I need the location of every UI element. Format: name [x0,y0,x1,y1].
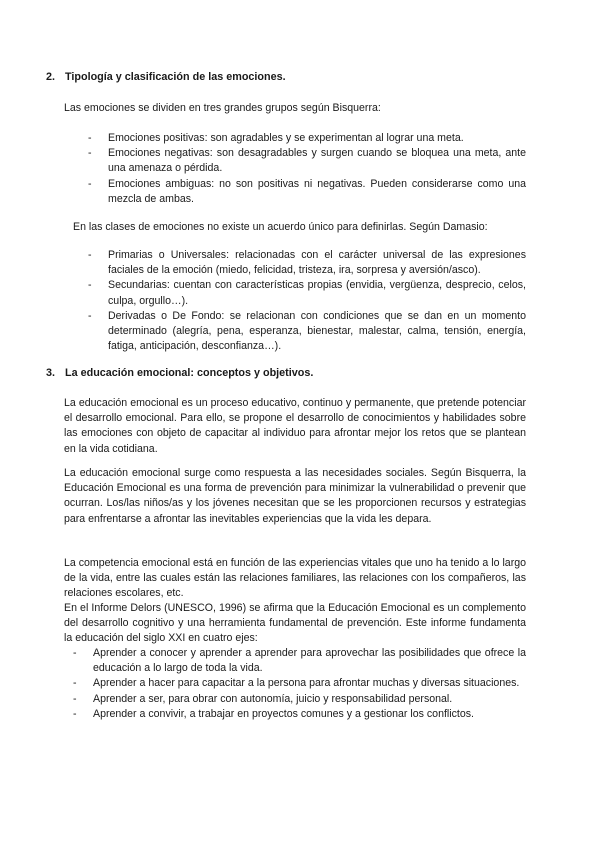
list-item-text: Secundarias: cuentan con características propias (envidia, vergüenza, desprecio, celos, culpa, orgullo…). [108,279,526,307]
list-item [88,177,526,207]
section-3-paragraph-4: En el Informe Delors (UNESCO, 1996) se afirma que la Educación Emocional es un complemento del desarrollo cognitivo y una herramienta fundamental de prevención. Este informe fundamenta la educación del siglo XXI en cuatro ejes: [64,602,526,645]
list-item-text: Derivadas o De Fondo: se relacionan con condiciones que se dan en un momento determinado (alegría, pena, esperanza, bienestar, malestar, calma, tensión, energía, fatiga, anticipación, desconfianza…). [108,309,526,353]
section-2-title: Tipología y clasificación de las emociones. [65,71,286,83]
list-item-text: Primarias o Universales: relacionadas con el carácter universal de las expresiones faciales de la emoción (miedo, felicidad, tristeza, ira, sorpresa y aversión/asco). [108,249,526,277]
list-item [88,146,526,176]
section-2-intro: Las emociones se dividen en tres grandes grupos según Bisquerra: [64,102,381,114]
bullet-dash: - [88,177,92,190]
section-3-paragraph-1: La educación emocional es un proceso educativo, continuo y permanente, que pretende potenciar el desarrollo emocional. Para ello, se propone el desarrollo de conocimientos y habilidades sobre las emociones con objeto de capacitar al individuo para afrontar mejor los retos que se plantean en la vida cotidiana. [64,397,526,455]
section-2-heading [46,71,286,84]
list-item [88,248,526,278]
section-2-number: 2. [46,71,56,83]
bullet-dash: - [73,647,77,659]
delors-pillars-list [73,646,526,722]
bullet-dash: - [88,147,92,160]
section-3-paragraph-2: La educación emocional surge como respuesta a las necesidades sociales. Según Bisquerra, la Educación Emocional es una forma de prevención para minimizar la vulnerabilidad o prevenir que ocurran. Los/las niños/as y los jóvenes necesitan que se les proporcionen recursos y estrategias para enfrentarse a afrontar las inevitables experiencias que la vida les depara. [64,467,526,525]
list-item-text: Aprender a conocer y aprender a aprender para aprovechar las posibilidades que ofrece la educación a lo largo de toda la vida. [93,647,526,675]
section-3-paragraph-3: La competencia emocional está en función de las experiencias vitales que uno ha tenido a lo largo de la vida, entre las cuales están las relaciones familiares, las relaciones con los compañeros, las relaciones escolares, etc. [64,557,526,600]
list-item [73,707,526,722]
emotion-groups-list [88,131,526,207]
bullet-dash: - [73,692,77,705]
list-item-text: Emociones ambiguas: no son positivas ni negativas. Pueden considerarse como una mezcla de ambas. [108,177,526,205]
section-3-title: La educación emocional: conceptos y objetivos. [65,367,314,379]
damasio-intro: En las clases de emociones no existe un acuerdo único para definirlas. Según Damasio: [73,221,488,233]
list-item-text: Aprender a ser, para obrar con autonomía, juicio y responsabilidad personal. [93,692,453,705]
section-3-number: 3. [46,367,56,379]
list-item [88,131,526,146]
damasio-types-list [88,248,526,354]
bullet-dash: - [88,132,92,144]
list-item [88,278,526,308]
list-item-text: Aprender a convivir, a trabajar en proyectos comunes y a gestionar los conflictos. [93,707,474,720]
bullet-dash: - [73,707,77,720]
list-item [73,646,526,676]
list-item [73,676,526,691]
list-item-text: Emociones negativas: son desagradables y surgen cuando se bloquea una meta, ante una amenaza o pérdida. [108,147,526,175]
list-item-text: Emociones positivas: son agradables y se experimentan al lograr una meta. [108,132,464,144]
section-3-heading [46,367,313,380]
bullet-dash: - [88,279,92,292]
list-item [88,309,526,355]
list-item-text: Aprender a hacer para capacitar a la persona para afrontar muchas y diversas situaciones. [93,677,520,690]
bullet-dash: - [88,309,92,322]
bullet-dash: - [88,249,92,261]
bullet-dash: - [73,677,77,690]
list-item [73,692,526,707]
